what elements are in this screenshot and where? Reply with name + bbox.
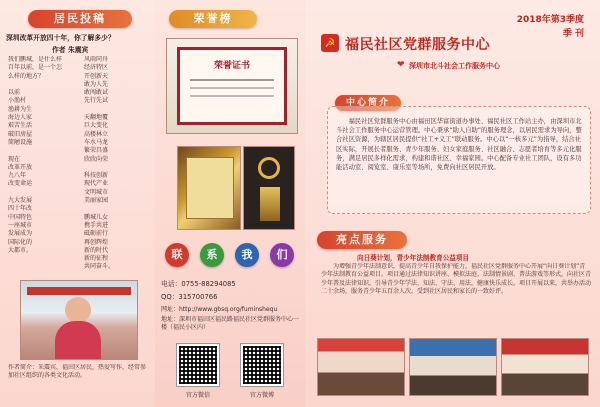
contact-badge: 联 xyxy=(165,243,189,267)
article-column-right: 风雨同舟 经济特区 开创新天 敢为人先 敢闯敢试 先行先试 天翻地覆 巨大变化 高楼林立 车水马龙 繁荣昌盛 欣欣向荣 科技创新 现代产业 文明城市 美丽家园 鹏城儿女 携手共进 砥砺前行 再创辉煌 新的时代 新的征程 共同奋斗。 xyxy=(84,56,115,271)
qr-label-wechat: 官方微信 xyxy=(185,392,210,399)
certificate-frame xyxy=(177,47,287,125)
contact-qq: QQ：315700766 xyxy=(161,293,218,301)
section-heading-intro: 中心简介 xyxy=(335,95,401,111)
article-column-left: 我们鹏城，是什么样 百年以前，是一个怎 么样的地方？ 以前 小渔村 渔耕为生 海边人家 艰苦生活 破旧房屋 简陋设施 现在 改革开放 九八年 改变命运 九大发展 四十年改 中国特色 一座城市 发展成为 国际化的 大都市。 xyxy=(8,56,63,254)
activity-photo xyxy=(501,338,589,396)
person-shirt xyxy=(55,321,101,359)
org-heart-icon: ❤ xyxy=(397,60,405,70)
certificate-photo xyxy=(166,38,298,134)
section-heading-submissions: 居民投稿 xyxy=(28,10,132,28)
section-heading-honors: 荣誉榜 xyxy=(169,10,257,28)
contact-web[interactable]: 网址：http://www.gbsq.org/fuminshequ xyxy=(161,306,278,313)
contact-badge: 们 xyxy=(270,243,294,267)
intro-text: 福民社区党群服务中心由福田区华富街道办事处、福民社区工作站主办，由深圳市北斗社会工作服务中心运营管理。中心秉承“助人自助”的服务理念，以居民需求为导向，整合社区资源，为辖区居民提供“社工+义工”联动服务。中心以“一核多元”为指导，结合社区实际，开展长者服务、青少年服务、妇女家庭服务、社区融合、志愿者培育等多元化服务，满足居民多样化需求，构建和谐社区、幸福家园。中心配备专业社工团队，设有多功能活动室、阅览室、康乐室等场所，免费向社区居民开放。 xyxy=(336,118,582,172)
qr-label-weibo: 官方微博 xyxy=(249,392,274,399)
issue-type: 季 刊 xyxy=(562,29,584,39)
contact-address: 地址：深圳市福田区福民路福民社区党群服务中心一楼（福民小区内） xyxy=(161,316,300,331)
contact-badge: 我 xyxy=(235,243,259,267)
section-heading-services: 亮点服务 xyxy=(317,231,407,249)
plaque-inner xyxy=(186,157,234,219)
plaque-photo xyxy=(177,146,241,230)
panel-resident-submissions xyxy=(0,0,155,407)
article-author: 作者 朱震宾 xyxy=(52,46,89,54)
panel-honors xyxy=(155,0,305,407)
banner-strip xyxy=(27,287,131,295)
certificate-title: 荣誉证书 xyxy=(213,61,250,71)
article-title: 深圳改革开放四十年，你了解多少？ xyxy=(6,34,115,42)
weibo-qr-code[interactable] xyxy=(241,344,283,386)
center-name-title: 福民社区党群服务中心 xyxy=(345,37,490,53)
certificate-lines xyxy=(190,79,274,81)
services-text: 为增强青少年法制意识，提高青少年自我保护能力，福民社区党群服务中心开展“向日葵计划”青少年法制教育公益项目。项目通过法律知识讲座、模拟法庭、法制情景剧、普法游戏等形式，向社区青少年普及法律知识，引导青少年学法、知法、守法、用法，健康快乐成长。项目开展以来，共举办活动二十余场，服务青少年五百余人次，受到社区居民和家长的一致好评。 xyxy=(321,263,591,296)
services-subheading: 向日葵计划，青少年法制教育公益项目 xyxy=(357,254,470,262)
org-name: 深圳市北斗社会工作服务中心 xyxy=(409,62,500,70)
intro-text-box xyxy=(327,106,591,214)
trophy-base xyxy=(260,187,280,221)
issue-label: 2018年第3季度 xyxy=(516,15,584,25)
wechat-qr-code[interactable] xyxy=(177,344,219,386)
trophy-heart xyxy=(258,157,280,179)
panel-cover xyxy=(305,0,600,407)
activity-photo xyxy=(317,338,405,396)
activity-photo xyxy=(409,338,497,396)
contact-tel: 电话：0755-88294085 xyxy=(161,280,236,288)
author-photo xyxy=(20,280,138,360)
trophy-photo xyxy=(243,146,295,230)
party-emblem-icon: ☭ xyxy=(321,34,339,52)
author-caption: 作者简介：朱震宾，福田区居民，热爱写作，经常参加社区组织的各类文化活动。 xyxy=(8,364,147,380)
contact-badge: 系 xyxy=(200,243,224,267)
person-figure xyxy=(65,297,91,323)
